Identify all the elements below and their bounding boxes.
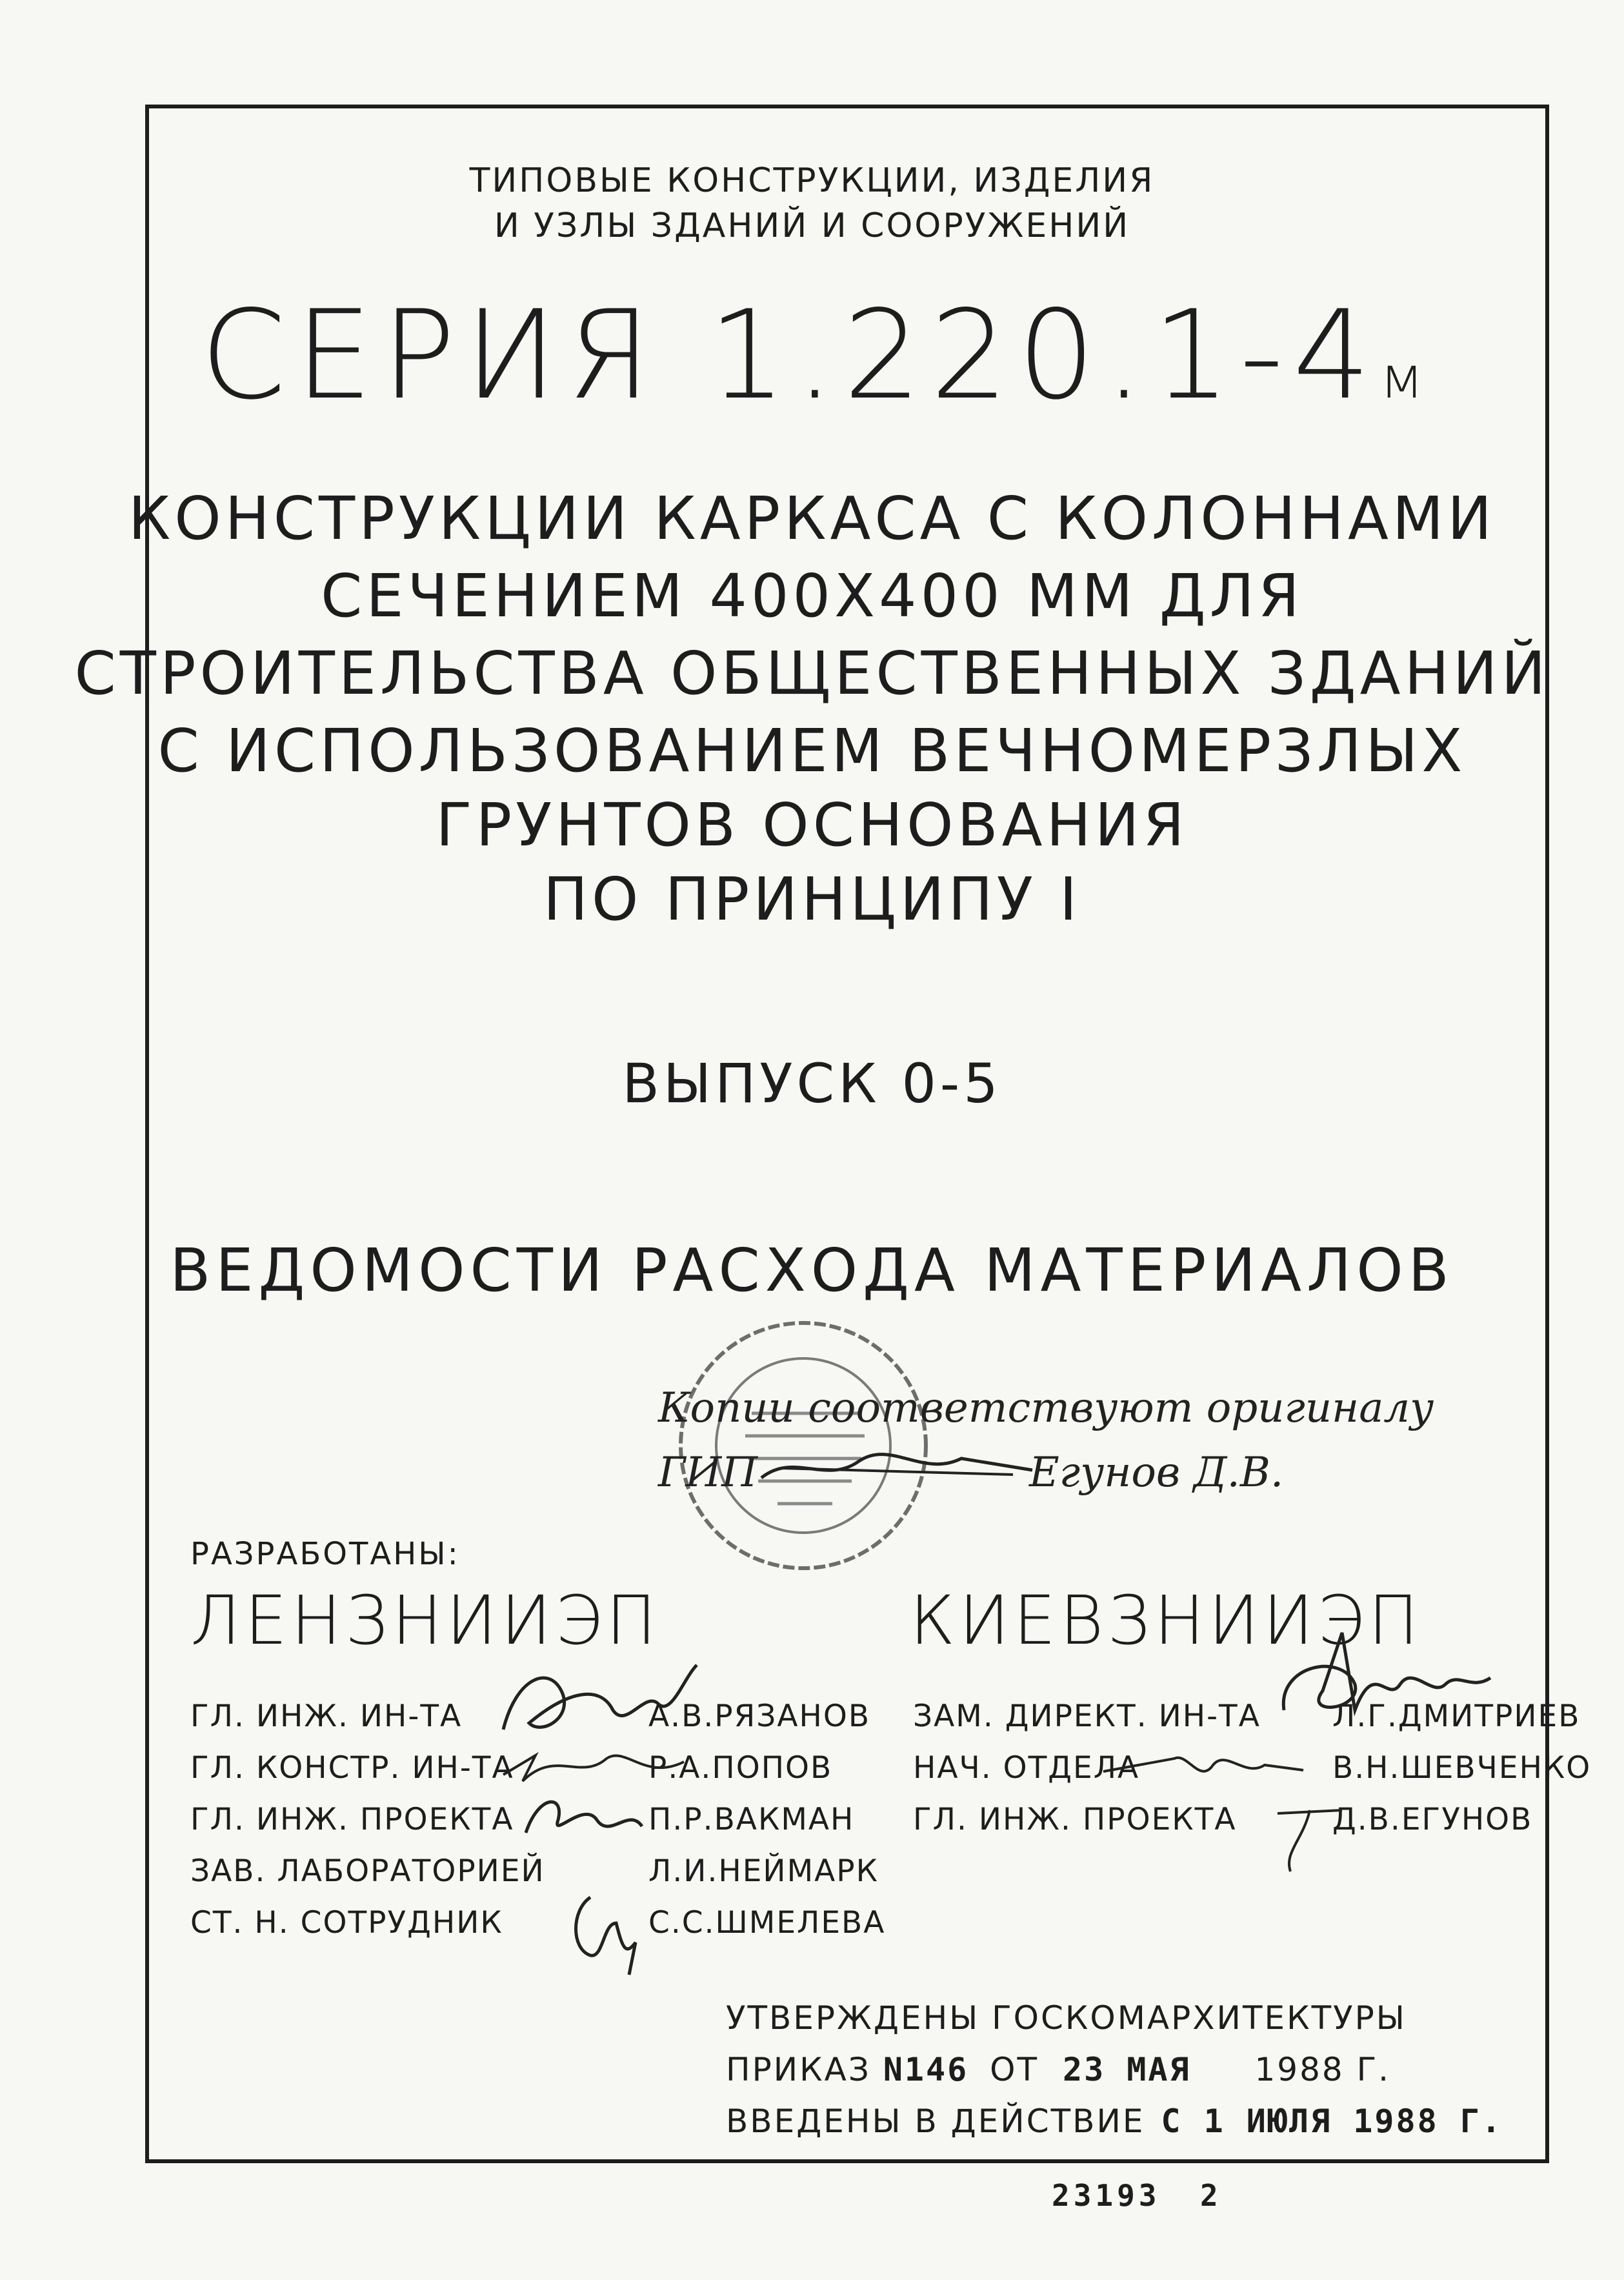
order-label: ПРИКАЗ xyxy=(726,2051,871,2088)
developers-label: РАЗРАБОТАНЫ: xyxy=(190,1536,460,1572)
left-staff-position: ГЛ. ИНЖ. ИН-ТА xyxy=(190,1699,463,1734)
org-line-1: ТИПОВЫЕ КОНСТРУКЦИИ, ИЗДЕЛИЯ xyxy=(469,161,1155,200)
order-year: 1988 Г. xyxy=(1254,2051,1391,2088)
order-from: ОТ xyxy=(990,2051,1039,2088)
effective-label: ВВЕДЕНЫ В ДЕЙСТВИЕ xyxy=(726,2103,1145,2140)
right-staff-position: НАЧ. ОТДЕЛА xyxy=(913,1750,1140,1786)
order-number: N146 xyxy=(883,2051,969,2088)
approval-line-2 xyxy=(726,2051,1390,2088)
right-staff-name: Д.В.ЕГУНОВ xyxy=(1332,1802,1533,1837)
title-line-6: ПО ПРИНЦИПУ I xyxy=(543,865,1081,934)
signature-popov xyxy=(497,1736,690,1794)
left-staff-name: С.С.ШМЕЛЕВА xyxy=(648,1905,886,1941)
left-staff-position: СТ. Н. СОТРУДНИК xyxy=(190,1905,503,1941)
certification-text: Копии соответствуют оригиналу xyxy=(658,1384,1434,1432)
approval-line-3 xyxy=(726,2103,1503,2140)
document-title: ВЕДОМОСТИ РАСХОДА МАТЕРИАЛОВ xyxy=(170,1236,1454,1305)
left-org-name: ЛЕНЗНИИЭП xyxy=(190,1581,661,1660)
gip-signature xyxy=(755,1439,1039,1497)
signature-shmeleva xyxy=(565,1884,648,1981)
series-heading xyxy=(0,284,1624,427)
right-staff-name: В.Н.ШЕВЧЕНКО xyxy=(1332,1750,1592,1786)
series-suffix: м xyxy=(1379,344,1424,412)
left-staff-position: ЗАВ. ЛАБОРАТОРИЕЙ xyxy=(190,1853,545,1889)
title-line-2: СЕЧЕНИЕМ 400Х400 ММ ДЛЯ xyxy=(321,561,1303,631)
signature-shevchenko xyxy=(1097,1739,1310,1791)
issue-label: ВЫПУСК 0-5 xyxy=(622,1052,1002,1115)
approval-line-1: УТВЕРЖДЕНЫ ГОСКОМАРХИТЕКТУРЫ xyxy=(726,1999,1407,2037)
right-staff-position: ЗАМ. ДИРЕКТ. ИН-ТА xyxy=(913,1699,1261,1734)
signature-vakman xyxy=(519,1788,648,1846)
series-label: СЕРИЯ 1.220.1-4 xyxy=(200,284,1380,427)
effective-date: С 1 ИЮЛЯ 1988 Г. xyxy=(1161,2103,1503,2140)
title-line-4: С ИСПОЛЬЗОВАНИЕМ ВЕЧНОМЕРЗЛЫХ xyxy=(157,716,1467,785)
title-line-3: СТРОИТЕЛЬСТВА ОБЩЕСТВЕННЫХ ЗДАНИЙ xyxy=(74,639,1550,708)
certification-name: Егунов Д.В. xyxy=(1029,1449,1284,1497)
signature-egunov xyxy=(1265,1801,1355,1878)
left-staff-position: ГЛ. ИНЖ. ПРОЕКТА xyxy=(190,1802,514,1837)
right-staff-position: ГЛ. ИНЖ. ПРОЕКТА xyxy=(913,1802,1237,1837)
signature-dmitriev xyxy=(1265,1613,1497,1736)
left-staff-name: А.В.РЯЗАНОВ xyxy=(648,1699,871,1734)
document-number: 23193 xyxy=(1052,2178,1161,2213)
order-date: 23 МАЯ xyxy=(1062,2051,1191,2088)
left-staff-position: ГЛ. КОНСТР. ИН-ТА xyxy=(190,1750,514,1786)
sheet-number: 2 xyxy=(1200,2178,1222,2213)
certification-role: ГИП xyxy=(658,1449,757,1497)
title-line-5: ГРУНТОВ ОСНОВАНИЯ xyxy=(436,791,1188,860)
org-line-2: И УЗЛЫ ЗДАНИЙ И СООРУЖЕНИЙ xyxy=(494,207,1130,245)
left-staff-name: Л.И.НЕЙМАРК xyxy=(648,1853,879,1889)
title-line-1: КОНСТРУКЦИИ КАРКАСА С КОЛОННАМИ xyxy=(128,484,1496,553)
left-staff-name: Р.А.ПОПОВ xyxy=(648,1750,833,1786)
left-staff-name: П.Р.ВАКМАН xyxy=(648,1802,855,1837)
right-org-name: КИЕВЗНИИЭП xyxy=(910,1581,1423,1660)
right-staff-name: Л.Г.ДМИТРИЕВ xyxy=(1332,1699,1581,1734)
signature-ryazanov xyxy=(490,1652,710,1749)
